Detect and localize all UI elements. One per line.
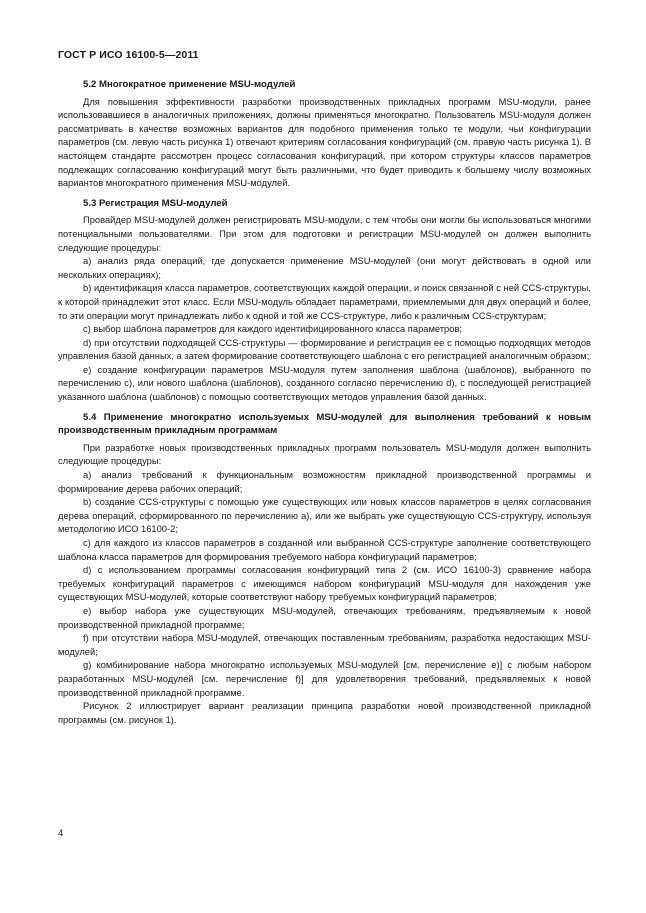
- list-item-e: e) выбор набора уже существующих MSU-модулей, отвечающих требованиям, предъявляемым к новой производственной прикладной программе;: [58, 605, 591, 630]
- list-item-c: c) для каждого из классов параметров в созданной или выбранной CCS-структуре заполнение соответствующего шаблона класса параметров для формирования требуемого набора конфигураций параметров;: [58, 538, 591, 562]
- list-item-g: g) комбинирование набора многократно используемых MSU-модулей [см. перечисление e)] с любым набором разработанных MSU-модулей [см. перечисление f)] для удовлетворения требований, предъявляемых к новой производственной прикладной программе.: [58, 660, 591, 698]
- document-body: [58, 78, 591, 727]
- paragraph: Для повышения эффективности разработки производственных прикладных программ MSU-модули, ранее использовавшиеся в аналогичных приложениях, должны применяться многократно. Пользователь MSU-модуля должен рассматривать в качестве возможных вариантов для подобного применения только те модули, чьи конфигурации параметров (см. левую часть рисунка 1) отвечают критериям согласования конфигураций (см. правую часть рисунка 1). В настоящем стандарте рассмотрен процесс согласования конфигураций, при котором структуры классов параметров подлежащих согласованию конфигураций могут быть различными, что будет приводить к большему числу возможных вариантов многократного применения MSU-модулей.: [58, 96, 591, 189]
- section-heading-5-3: 5.3 Регистрация MSU-модулей: [83, 197, 228, 209]
- paragraph: При разработке новых производственных прикладных программ пользователь MSU-модуля должен выполнить следующие процедуры:: [58, 442, 591, 467]
- list-item-a: a) анализ требований к функциональным возможностям прикладной производственной программы и формирование дерева рабочих операций;: [58, 470, 591, 494]
- list-item-e: e) создание конфигурации параметров MSU-модуля путем заполнения шаблона (шаблонов), выбранного по перечислению c), или нового шаблона (шаблонов), созданного согласно перечислению d), с последующей регистрацией указанного шаблона (шаблонов) с помощью соответствующих методов управления базой данных.: [58, 364, 591, 403]
- list-item-c: c) выбор шаблона параметров для каждого идентифицированного класса параметров;: [83, 324, 463, 335]
- section-heading-5-2: 5.2 Многократное применение MSU-модулей: [83, 79, 296, 90]
- list-item-b: b) создание CCS-структуры с помощью уже существующих или новых классов параметров в целях согласования дерева операций, сформированного по перечислению a), или же выбрать уже существующую CCS-структуру, используя методологию ИСО 16100-2;: [58, 497, 591, 535]
- list-item-f: f) при отсутствии набора MSU-модулей, отвечающих поставленным требованиям, разработка недостающих MSU-модулей;: [58, 633, 591, 657]
- list-item-b: b) идентификация класса параметров, соответствующих каждой операции, и поиск связанной с ней CCS-структуры, к которой принадлежит этот класс. Если MSU-модуль обладает параметрами, приемлемыми для двух операций и более, то эти операции могут принадлежать либо к одной и той же CCS-структуре, либо к различным CCS-структурам;: [58, 283, 591, 321]
- list-item-d: d) при отсутствии подходящей CCS-структуры — формирование и регистрация ее с помощью подходящих методов управления базой данных, а затем формирование соответствующего шаблона с его регистрацией аналогичным образом;: [58, 337, 591, 362]
- document-header: ГОСТ Р ИСО 16100-5—2011: [58, 49, 199, 61]
- page-number: 4: [58, 828, 64, 839]
- paragraph: Провайдер MSU-модулей должен регистрировать MSU-модули, с тем чтобы они могли бы использоваться многими потенциальными пользователями. При этом для подготовки и регистрации MSU-модулей он должен выполнить следующие процедуры:: [58, 215, 591, 253]
- paragraph: Рисунок 2 иллюстрирует вариант реализации принципа разработки новой производственной прикладной программы (см. рисунок 1).: [58, 701, 591, 725]
- section-heading-5-4: 5.4 Применение многократно используемых MSU-модулей для выполнения требований к новым производственным прикладным программам: [58, 411, 591, 437]
- list-item-a: a) анализ ряда операций, где допускается применение MSU-модулей (они могут действовать в одной или нескольких операциях);: [58, 256, 591, 280]
- list-item-d: d) с использованием программы согласования конфигураций типа 2 (см. ИСО 16100-3) сравнение набора требуемых конфигураций параметров с имеющимся набором конфигураций MSU-модуля для нахождения уже существующих MSU-модулей, которые соответствуют набору требуемых конфигураций параметров;: [58, 565, 591, 603]
